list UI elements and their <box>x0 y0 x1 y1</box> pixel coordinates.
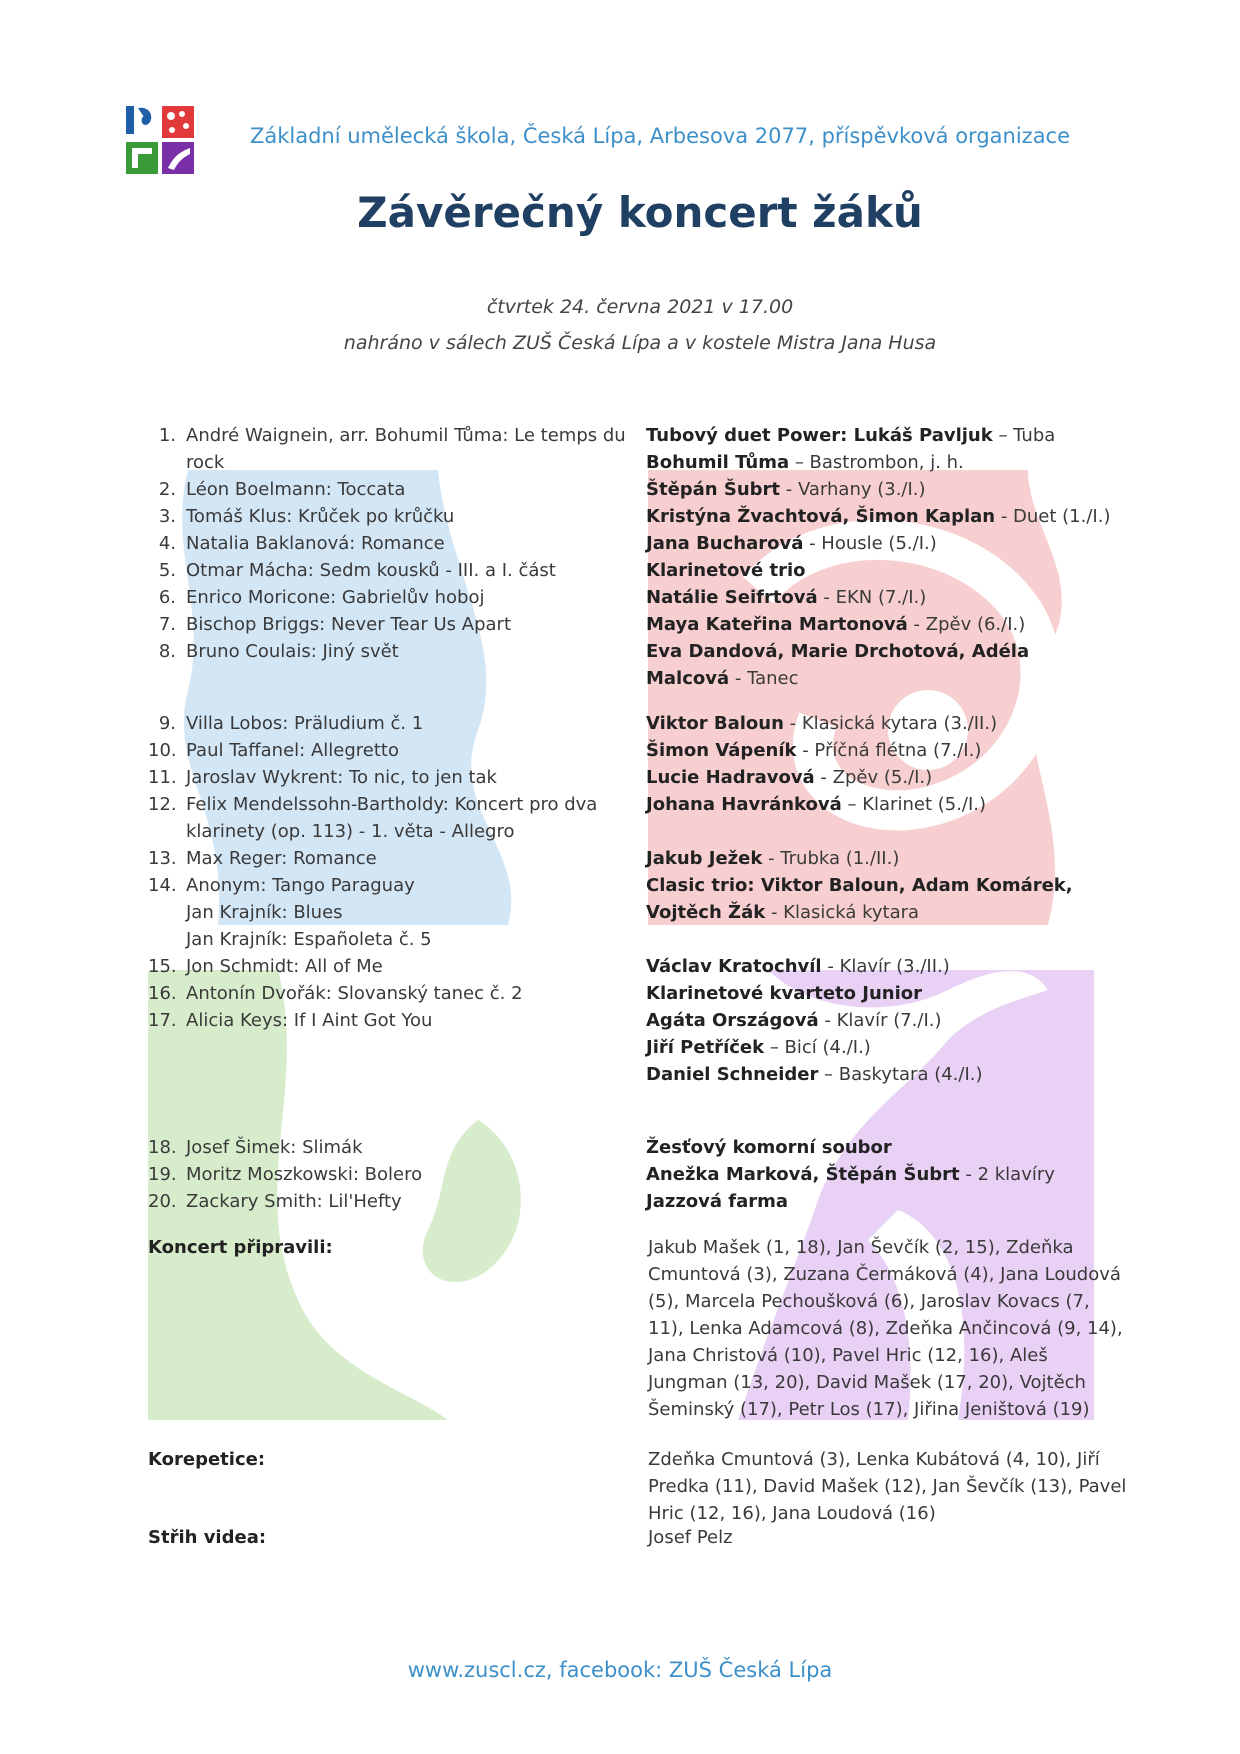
performer-instrument: - Housle (5./I.) <box>803 533 937 554</box>
performer-instrument: - Trubka (1./II.) <box>762 848 900 869</box>
program-piece-column <box>186 953 626 980</box>
program-item <box>148 422 1128 476</box>
program-performer <box>646 422 1116 476</box>
program-piece-column <box>186 710 626 737</box>
program-performer <box>646 737 1116 764</box>
performer-name: Agáta Országová <box>646 1010 819 1031</box>
performer-name: Kristýna Žvachtová, Šimon Kaplan <box>646 506 996 527</box>
program-number: 18. <box>148 1137 177 1158</box>
program-piece: Bischop Briggs: Never Tear Us Apart <box>186 614 512 635</box>
program-performer <box>646 953 1116 980</box>
performer-instrument: - 2 klavíry <box>959 1164 1055 1185</box>
program-piece: Max Reger: Romance <box>186 848 377 869</box>
performer-name: Jana Bucharová <box>646 533 804 554</box>
program-piece-column <box>186 1134 626 1161</box>
program-item <box>148 584 1128 611</box>
program-piece: Zackary Smith: Lil'Hefty <box>186 1191 402 1212</box>
program-item <box>148 557 1128 584</box>
performer-line <box>646 791 1116 818</box>
performer-line <box>646 584 1116 611</box>
program-piece: Bruno Coulais: Jiný svět <box>186 641 399 662</box>
performer-name: Bohumil Tůma <box>646 452 790 473</box>
program-piece-column <box>186 872 626 953</box>
program-piece: Enrico Moricone: Gabrielův hoboj <box>186 587 485 608</box>
program-performer <box>646 1134 1116 1161</box>
performer-line <box>646 503 1116 530</box>
program-piece: Josef Šimek: Slimák <box>186 1137 363 1158</box>
program-piece-column <box>186 1188 626 1215</box>
performer-line <box>646 1007 1116 1034</box>
program-performer <box>646 845 1116 872</box>
program-number: 19. <box>148 1164 177 1185</box>
program-number: 10. <box>148 740 177 761</box>
performer-name: Klarinetové kvarteto Junior <box>646 983 923 1004</box>
program-item <box>148 953 1128 980</box>
performer-line <box>646 530 1116 557</box>
performer-name: Maya Kateřina Martonová <box>646 614 908 635</box>
credits-label: Střih videa: <box>148 1527 267 1548</box>
credits-label: Korepetice: <box>148 1449 266 1470</box>
program-piece-column <box>186 791 626 845</box>
credits-value: Josef Pelz <box>648 1527 733 1548</box>
page-title: Závěrečný koncert žáků <box>357 188 923 237</box>
program-piece: Léon Boelmann: Toccata <box>186 479 406 500</box>
performer-line <box>646 872 1116 926</box>
credits-prepared <box>148 1234 1128 1423</box>
program-piece-column <box>186 1007 626 1034</box>
program-piece-column <box>186 584 626 611</box>
performer-line <box>646 557 1116 584</box>
performer-line <box>646 638 1116 692</box>
program-item <box>148 764 1128 791</box>
performer-instrument: - Klasická kytara (3./II.) <box>783 713 998 734</box>
program-item <box>148 503 1128 530</box>
program-piece: Jon Schmidt: All of Me <box>186 956 383 977</box>
performer-line <box>646 476 1116 503</box>
program-piece-column <box>186 611 626 638</box>
program-performer <box>646 1161 1116 1188</box>
program-number: 8. <box>158 641 176 662</box>
program-number: 4. <box>158 533 176 554</box>
program-piece: Otmar Mácha: Sedm kousků - III. a I. část <box>186 560 556 581</box>
program-piece-column <box>186 422 626 476</box>
program-number: 2. <box>158 479 176 500</box>
program-piece: Tomáš Klus: Krůček po krůčku <box>186 506 455 527</box>
program-piece: Natalia Baklanová: Romance <box>186 533 445 554</box>
performer-name: Šimon Vápeník <box>646 740 797 761</box>
performer-name: Lucie Hadravová <box>646 767 815 788</box>
program-item <box>148 980 1128 1007</box>
performer-name: Tubový duet Power: Lukáš Pavljuk <box>646 425 993 446</box>
program-number: 6. <box>158 587 176 608</box>
program-performer <box>646 872 1116 926</box>
performer-name: Klarinetové trio <box>646 560 806 581</box>
program-piece-column <box>186 530 626 557</box>
program-item <box>148 638 1128 692</box>
program-number: 9. <box>158 713 176 734</box>
program-number: 12. <box>148 794 177 815</box>
program-item <box>148 872 1128 953</box>
credits-value: Zdeňka Cmuntová (3), Lenka Kubátová (4, 10), Jiří Predka (11), David Mašek (12), Jan Ševčík (13), Pavel Hric (12, 16), Jana Loudová (16) <box>648 1449 1127 1524</box>
program-item <box>148 710 1128 737</box>
program-piece-column <box>186 503 626 530</box>
performer-name: Natálie Seifrtová <box>646 587 818 608</box>
performer-instrument: - Klavír (7./I.) <box>818 1010 942 1031</box>
program-number: 15. <box>148 956 177 977</box>
performer-instrument: – Baskytara (4./I.) <box>818 1064 983 1085</box>
performer-instrument: - Příčná flétna (7./I.) <box>796 740 982 761</box>
program-piece-extra: Jan Krajník: Españoleta č. 5 <box>186 929 432 950</box>
program-performer <box>646 764 1116 791</box>
performer-line <box>646 422 1116 449</box>
program-piece-column <box>186 737 626 764</box>
program-performer <box>646 530 1116 557</box>
program-performer <box>646 1007 1116 1088</box>
performer-name: Václav Kratochvíl <box>646 956 822 977</box>
concert-date: čtvrtek 24. června 2021 v 17.00 <box>486 296 794 318</box>
performer-name: Jakub Ježek <box>646 848 763 869</box>
program-piece: Antonín Dvořák: Slovanský tanec č. 2 <box>186 983 523 1004</box>
performer-line <box>646 1161 1116 1188</box>
program-item <box>148 1161 1128 1188</box>
program-piece: Felix Mendelssohn-Bartholdy: Koncert pro dva klarinety (op. 113) - 1. věta - Allegro <box>186 794 598 842</box>
performer-name: Johana Havránková <box>646 794 842 815</box>
performer-name: Eva Dandová, Marie Drchotová, Adéla Malcová <box>646 641 1030 689</box>
credits-accompaniment <box>148 1446 1128 1527</box>
performer-name: Viktor Baloun <box>646 713 784 734</box>
performer-instrument: - Klasická kytara <box>765 902 920 923</box>
program-number: 14. <box>148 875 177 896</box>
program-performer <box>646 638 1116 692</box>
program-performer <box>646 791 1116 818</box>
program-piece-column <box>186 980 626 1007</box>
footer-links: www.zuscl.cz, facebook: ZUŠ Česká Lípa <box>407 1658 833 1682</box>
program-item <box>148 737 1128 764</box>
school-logo-icon <box>124 104 196 176</box>
program-number: 16. <box>148 983 177 1004</box>
performer-instrument: – Bastrombon, j. h. <box>789 452 964 473</box>
program-item <box>148 1188 1128 1215</box>
performer-line <box>646 1061 1116 1088</box>
program-item <box>148 611 1128 638</box>
concert-venue: nahráno v sálech ZUŠ Česká Lípa a v kostele Mistra Jana Husa <box>343 332 937 354</box>
program-number: 17. <box>148 1010 177 1031</box>
performer-line <box>646 710 1116 737</box>
performer-instrument: - Varhany (3./I.) <box>780 479 926 500</box>
program-performer <box>646 503 1116 530</box>
performer-name: Žesťový komorní soubor <box>646 1137 892 1158</box>
performer-instrument: - Tanec <box>729 668 799 689</box>
program-piece-column <box>186 638 626 665</box>
performer-line <box>646 1134 1116 1161</box>
program-item <box>148 1134 1128 1161</box>
program-piece-column <box>186 764 626 791</box>
credits-label: Koncert připravili: <box>148 1237 333 1258</box>
program-piece-column <box>186 557 626 584</box>
performer-line <box>646 1188 1116 1215</box>
program-piece: Anonym: Tango Paraguay <box>186 875 415 896</box>
program-piece: Jaroslav Wykrent: To nic, to jen tak <box>186 767 497 788</box>
program-number: 7. <box>158 614 176 635</box>
performer-line <box>646 1034 1116 1061</box>
program-performer <box>646 980 1116 1007</box>
program-performer <box>646 557 1116 584</box>
performer-line <box>646 764 1116 791</box>
program-piece: Moritz Moszkowski: Bolero <box>186 1164 423 1185</box>
program-number: 20. <box>148 1191 177 1212</box>
performer-line <box>646 980 1116 1007</box>
program-number: 13. <box>148 848 177 869</box>
program-piece-column <box>186 1161 626 1188</box>
program-piece: Alicia Keys: If I Aint Got You <box>186 1010 433 1031</box>
program-number: 3. <box>158 506 176 527</box>
credits-value: Jakub Mašek (1, 18), Jan Ševčík (2, 15), Zdeňka Cmuntová (3), Zuzana Čermáková (4), Jana Loudová (5), Marcela Pechoušková (6), Jaroslav Kovacs (7, 11), Lenka Adamcová (8), Zdeňka Ančincová (9, 14), Jana Christová (10), Pavel Hric (12, 16), Aleš Jungman (13, 20), David Mašek (17, 20), Vojtěch Šeminský (17), Petr Los (17), Jiřina Jeništová (19) <box>648 1237 1123 1420</box>
program-number: 5. <box>158 560 176 581</box>
performer-name: Jazzová farma <box>646 1191 789 1212</box>
program-piece-column <box>186 476 626 503</box>
performer-instrument: - Duet (1./I.) <box>995 506 1111 527</box>
performer-name: Daniel Schneider <box>646 1064 819 1085</box>
school-name: Základní umělecká škola, Česká Lípa, Arbesova 2077, příspěvková organizace <box>249 124 1071 148</box>
performer-instrument: - EKN (7./I.) <box>817 587 927 608</box>
program-item <box>148 845 1128 872</box>
performer-line <box>646 953 1116 980</box>
program-performer <box>646 476 1116 503</box>
performer-instrument: - Zpěv (6./I.) <box>907 614 1026 635</box>
performer-instrument: – Bicí (4./I.) <box>764 1037 871 1058</box>
performer-instrument: – Tuba <box>992 425 1056 446</box>
program-number: 11. <box>148 767 177 788</box>
program-list <box>148 422 1128 1215</box>
program-item <box>148 530 1128 557</box>
program-performer <box>646 1188 1116 1215</box>
performer-name: Jiří Petříček <box>646 1037 765 1058</box>
program-number: 1. <box>158 425 176 446</box>
performer-instrument: - Zpěv (5./I.) <box>814 767 933 788</box>
program-item <box>148 791 1128 845</box>
performer-line <box>646 611 1116 638</box>
performer-instrument: - Klavír (3./II.) <box>821 956 950 977</box>
program-piece-extra: Jan Krajník: Blues <box>186 902 343 923</box>
program-performer <box>646 584 1116 611</box>
program-item <box>148 1007 1128 1088</box>
program-item <box>148 476 1128 503</box>
performer-name: Anežka Marková, Štěpán Šubrt <box>646 1164 960 1185</box>
program-piece: Villa Lobos: Präludium č. 1 <box>186 713 424 734</box>
performer-line <box>646 845 1116 872</box>
performer-name: Štěpán Šubrt <box>646 479 781 500</box>
credits-video <box>148 1524 1128 1551</box>
performer-instrument: – Klarinet (5./I.) <box>841 794 987 815</box>
program-performer <box>646 611 1116 638</box>
program-piece-column <box>186 845 626 872</box>
program-piece: André Waignein, arr. Bohumil Tůma: Le temps du rock <box>186 425 626 473</box>
program-performer <box>646 710 1116 737</box>
performer-name: Clasic trio: Viktor Baloun, Adam Komárek, Vojtěch Žák <box>646 875 1073 923</box>
performer-line <box>646 449 1116 476</box>
program-piece: Paul Taffanel: Allegretto <box>186 740 399 761</box>
performer-line <box>646 737 1116 764</box>
